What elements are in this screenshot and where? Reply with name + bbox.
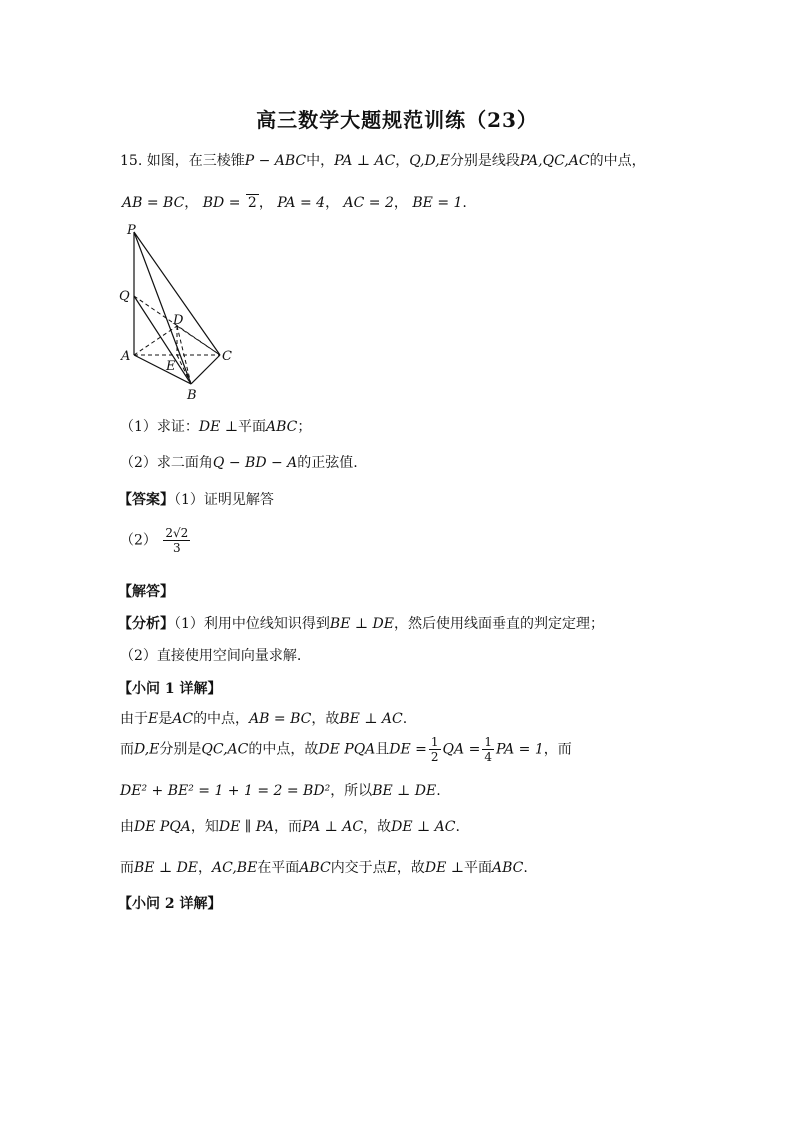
answer-1: （1）证明见解答	[174, 492, 274, 508]
text: 内交于点	[330, 860, 387, 876]
analysis-line-2: （2）直接使用空间向量求解.	[120, 648, 302, 664]
edge-AB	[134, 355, 191, 384]
text: ，故	[363, 819, 392, 835]
solution-step-1	[120, 708, 407, 728]
math: PA ⊥ AC	[334, 153, 396, 169]
answer-label: 【答案】	[118, 492, 174, 508]
math: DE ∥ PA	[218, 819, 274, 835]
math: DE PQA	[318, 741, 376, 758]
math: BD =	[202, 195, 245, 211]
text: 分别是	[159, 741, 202, 758]
math: PA,QC,AC	[519, 153, 590, 169]
answer-2	[120, 526, 192, 555]
text: ，	[395, 153, 410, 169]
text: 的中点，	[589, 153, 646, 169]
text: ，	[325, 195, 340, 211]
text: 由	[120, 819, 134, 835]
text: 平面	[463, 860, 492, 876]
part2-label: 【小问 2 详解】	[118, 896, 222, 912]
text: ，	[184, 195, 199, 211]
text: 的中点，故	[248, 741, 319, 758]
math: AB = BC	[122, 195, 185, 211]
text: （2）求二面角	[120, 455, 213, 471]
fraction-numerator: 2√2	[165, 526, 189, 540]
text: 的正弦值.	[297, 455, 358, 471]
text: .	[436, 783, 441, 799]
math: AC,BE	[212, 860, 258, 876]
page-title: 高三数学大题规范训练（23）	[256, 108, 538, 132]
text: .	[462, 195, 467, 211]
text: ，	[258, 195, 273, 211]
math: DE =	[389, 741, 427, 758]
question-1	[120, 416, 311, 436]
text: ，故	[311, 711, 340, 727]
math: Q − BD − A	[212, 455, 298, 471]
math: E	[386, 860, 397, 876]
fraction-denominator: 3	[173, 541, 181, 555]
text: 分别是线段	[449, 153, 520, 169]
fraction-half	[429, 735, 441, 764]
fraction-quarter	[482, 735, 494, 764]
math: AC = 2	[343, 195, 394, 211]
math: DE² + BE² = 1 + 1 = 2 = BD²	[120, 783, 331, 799]
text: ，而	[273, 819, 302, 835]
label-D: D	[173, 313, 184, 328]
text: ，知	[190, 819, 219, 835]
math: AB = BC	[249, 711, 312, 727]
math: ABC	[299, 860, 331, 876]
fraction-denominator: 2	[430, 750, 439, 764]
text: ，而	[543, 741, 572, 758]
text: ；	[297, 419, 312, 435]
label-A: A	[121, 349, 131, 364]
math: Q,D,E	[409, 153, 450, 169]
text: 是	[158, 711, 173, 727]
analysis-label: 【分析】	[118, 616, 174, 632]
math: PA = 1	[495, 741, 544, 758]
math: BE ⊥ DE	[134, 860, 199, 876]
text: ，故	[396, 860, 425, 876]
text: 而	[120, 741, 134, 758]
edge-BC	[191, 355, 220, 384]
problem-line-1	[120, 150, 646, 170]
text: 由于	[120, 711, 148, 727]
text: （2）	[120, 532, 157, 549]
text: .	[523, 860, 528, 876]
edge-AD	[134, 326, 177, 355]
answer-line	[118, 489, 274, 509]
math: ABC	[265, 419, 298, 435]
fraction-numerator: 1	[484, 735, 492, 749]
solution-step-2	[120, 735, 572, 764]
math: BE ⊥ DE	[372, 783, 437, 799]
solution-step-4	[120, 816, 460, 836]
question-2	[120, 452, 358, 472]
text: 在平面	[257, 860, 300, 876]
text: 且	[375, 741, 390, 758]
problem-number: 15.	[120, 153, 143, 169]
math: DE ⊥	[198, 419, 238, 435]
math: QC,AC	[201, 741, 249, 758]
text: 中，	[306, 153, 335, 169]
text: 而	[120, 860, 134, 876]
answer-fraction	[163, 526, 190, 555]
sqrt: 2	[247, 195, 257, 211]
text: .	[455, 819, 460, 835]
text: ，所以	[330, 783, 373, 799]
solution-step-5	[120, 857, 528, 877]
text: .	[402, 711, 408, 727]
pyramid-figure	[110, 218, 250, 408]
math: AC	[172, 711, 194, 727]
problem-line-2	[122, 192, 467, 212]
math: BE = 1	[412, 195, 463, 211]
solution-step-3	[120, 780, 441, 800]
math: E	[148, 711, 159, 727]
text: 的中点，	[193, 711, 250, 727]
text: ，然后使用线面垂直的判定定理；	[393, 616, 604, 632]
solution-label: 【解答】	[118, 584, 174, 600]
math: ABC	[491, 860, 524, 876]
text: 平面	[237, 419, 266, 435]
math: QA =	[442, 741, 481, 758]
label-E: E	[166, 359, 176, 374]
math: DE ⊥ AC	[391, 819, 456, 835]
text: ，	[393, 195, 408, 211]
label-B: B	[187, 388, 197, 403]
label-Q: Q	[119, 289, 130, 304]
math: BE ⊥ AC	[339, 711, 403, 727]
text: （1）求证：	[120, 419, 199, 435]
math: PA = 4	[277, 195, 326, 211]
text: ，	[198, 860, 213, 876]
math: DE ⊥	[424, 860, 464, 876]
label-P: P	[127, 223, 136, 238]
math: D,E	[134, 741, 160, 758]
text: 如图，在三棱锥	[146, 153, 245, 169]
math: PA ⊥ AC	[301, 819, 364, 835]
text: （1）利用中位线知识得到	[174, 616, 330, 632]
analysis-line-1	[118, 613, 604, 633]
part1-label: 【小问 1 详解】	[118, 681, 222, 697]
fraction-numerator: 1	[430, 735, 439, 749]
math: DE PQA	[134, 819, 191, 835]
math: BE ⊥ DE	[329, 616, 394, 632]
fraction-denominator: 4	[484, 750, 492, 764]
label-C: C	[222, 349, 232, 364]
edge-PB	[134, 232, 191, 384]
math: P − ABC	[244, 153, 307, 169]
